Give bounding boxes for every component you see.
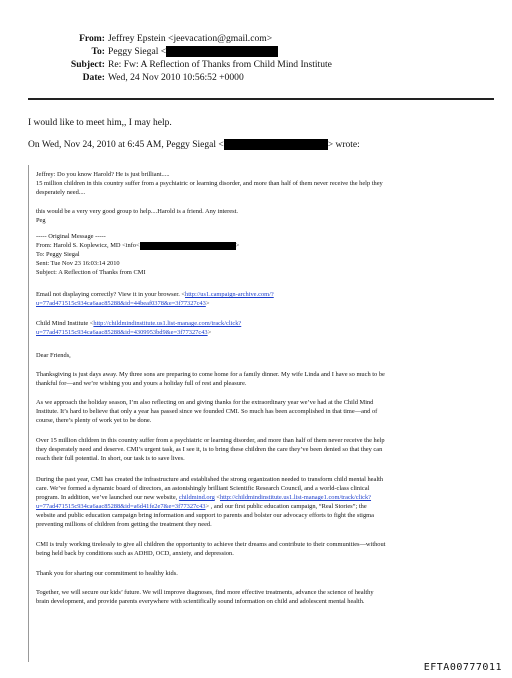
paragraph-4: During the past year, CMI has created the infrastructure and established the strong organization needed to transform child mental health care. We’ve formed a dynamic board of directors, an astonishingly brilliant Scientific Research Council, and a world-class clinical program. In addition, we’ve launched our new website, childmind.org <http://childmindinstitute.us1.list-manage1.com/track/click? u=77ad471515c934ca6aac85288&id=a6d41fe2e7&e=3f77327c43> , and our first public education campaign, “Real Stories”; the website and public education campaign bring information and support to parents and bolster our advocacy efforts to fight the stigma preventing millions of children from getting the treatment they need. <box>36 476 384 529</box>
paragraph-3: Over 15 million children in this country suffer from a psychiatric or learning disorder, and more than half of them never receive the help they desperately need and deserve. CMI’s urgent task, as I see it, is to bring these children the care they’ve been denied so that they can reach their full potential. In short, our task is to save lives. <box>36 437 385 463</box>
from-value: Jeffrey Epstein <jeevacation@gmail.com> <box>108 33 273 44</box>
to-label: To: <box>91 46 105 57</box>
peggy-line: desperately need.... <box>36 189 86 197</box>
redaction-box <box>166 46 278 57</box>
peggy-note <box>36 170 498 197</box>
to-value: Peggy Siegal < <box>108 46 167 57</box>
reply-attribution <box>28 139 498 151</box>
original-to: To: Peggy Siegal <box>36 251 80 259</box>
reply-body: I would like to meet him,, I may help. <box>28 118 172 128</box>
redaction-box <box>140 242 236 250</box>
subject-label: Subject: <box>70 59 105 70</box>
subject-value: Re: Fw: A Reflection of Thanks from Child Mind Institute <box>108 59 332 70</box>
date-value: Wed, 24 Nov 2010 10:56:52 +0000 <box>108 72 244 83</box>
browser-view-text: Email not displaying correctly? View it in your browser. < <box>36 291 185 298</box>
header-from <box>0 33 512 45</box>
peggy-signature: Peg <box>36 217 46 225</box>
peggy-line: Jeffrey: Do you know Harold? He is just brilliant..... <box>36 171 170 178</box>
paragraph-2: As we approach the holiday season, I’m also reflecting on and giving thanks for the extraordinary year we’ve had at the Child Mind Institute. It’s hard to believe that only a year has passed since we founded CMI. So much has been accomplished in that time—and of course, there’s plenty of work yet to be done. <box>36 399 378 425</box>
document-id: EFTA00777011 <box>423 662 502 673</box>
attribution-suffix: > wrote: <box>327 140 360 150</box>
browser-view-link[interactable]: u=77ad471515c934ca6aac85288&id=44beaf0378&e=3f77327c43 <box>36 300 206 308</box>
tracking-link[interactable]: u=77ad471515c934ca6aac85288&id=a6d41fe2e7&e=3f77327c43 <box>36 503 206 511</box>
tracking-link[interactable]: http://childmindinstitute.us1.list-manage1.com/track/click? <box>219 494 372 502</box>
original-subject: Subject: A Reflection of Thanks from CMI <box>36 269 146 277</box>
greeting: Dear Friends, <box>36 352 71 359</box>
cmi-link[interactable]: http://childmindinstitute.us1.list-manage.com/track/click? <box>93 320 242 327</box>
cmi-link-text: Child Mind Institute < <box>36 320 94 327</box>
header-to <box>0 46 512 58</box>
original-divider: ----- Original Message ----- <box>36 233 106 240</box>
peggy-line: this would be a very very good group to help....Harold is a friend. Any interest. <box>36 208 238 215</box>
original-sent: Sent: Tue Nov 23 16:03:14 2010 <box>36 260 120 268</box>
original-from: From: Harold S. Koplewicz, MD <info< > <box>36 242 240 250</box>
paragraph-6: Thank you for sharing our commitment to healthy kids. <box>36 570 178 577</box>
paragraph-5: CMI is truly working tirelessly to give all children the opportunity to achieve their dreams and contribute to their communities—without being held back by conditions such as ADHD, OCD, anxiety, and depression. <box>36 541 386 558</box>
browser-view-link[interactable]: http://us1.campaign-archive.com/? <box>185 291 274 298</box>
website-link[interactable]: childmind.org <box>178 494 215 502</box>
peggy-line: 15 million children in this country suffer from a psychiatric or learning disorder, and more than half of them never receive the help they <box>36 180 383 188</box>
header-date <box>0 72 512 84</box>
date-label: Date: <box>82 72 105 83</box>
redaction-box <box>224 139 328 150</box>
browser-view-notice: Email not displaying correctly? View it in your browser. <http://us1.campaign-archive.com/? u=77ad471515c934ca6aac85288&id=44beaf0378&e=3f77327c43> <box>36 291 274 308</box>
cmi-link-block: Child Mind Institute <http://childmindinstitute.us1.list-manage.com/track/click? u=77ad471515c934ca6aac85288&id=4309953bd9&e=3f77327c43> <box>36 320 242 337</box>
header-subject <box>0 59 512 71</box>
from-label: From: <box>79 33 105 44</box>
original-message-header <box>36 232 498 277</box>
header-divider <box>28 98 494 100</box>
paragraph-1: Thanksgiving is just days away. My three sons are preparing to come home for a family dinner. My wife Linda and I have so much to be thankful for—and we’re wishing you and yours a holiday full of rest and pleasure. <box>36 371 385 388</box>
peggy-note-2 <box>36 207 498 225</box>
cmi-link[interactable]: u=77ad471515c934ca6aac85288&id=4309953bd9&e=3f77327c43 <box>36 329 208 337</box>
paragraph-7: Together, we will secure our kids’ future. We will improve diagnoses, find more effective treatments, advance the science of healthy brain development, and provide parents everywhere with scientifically sound information on child and adolescent mental health. <box>36 589 374 606</box>
attribution-prefix: On Wed, Nov 24, 2010 at 6:45 AM, Peggy Siegal < <box>28 140 224 150</box>
